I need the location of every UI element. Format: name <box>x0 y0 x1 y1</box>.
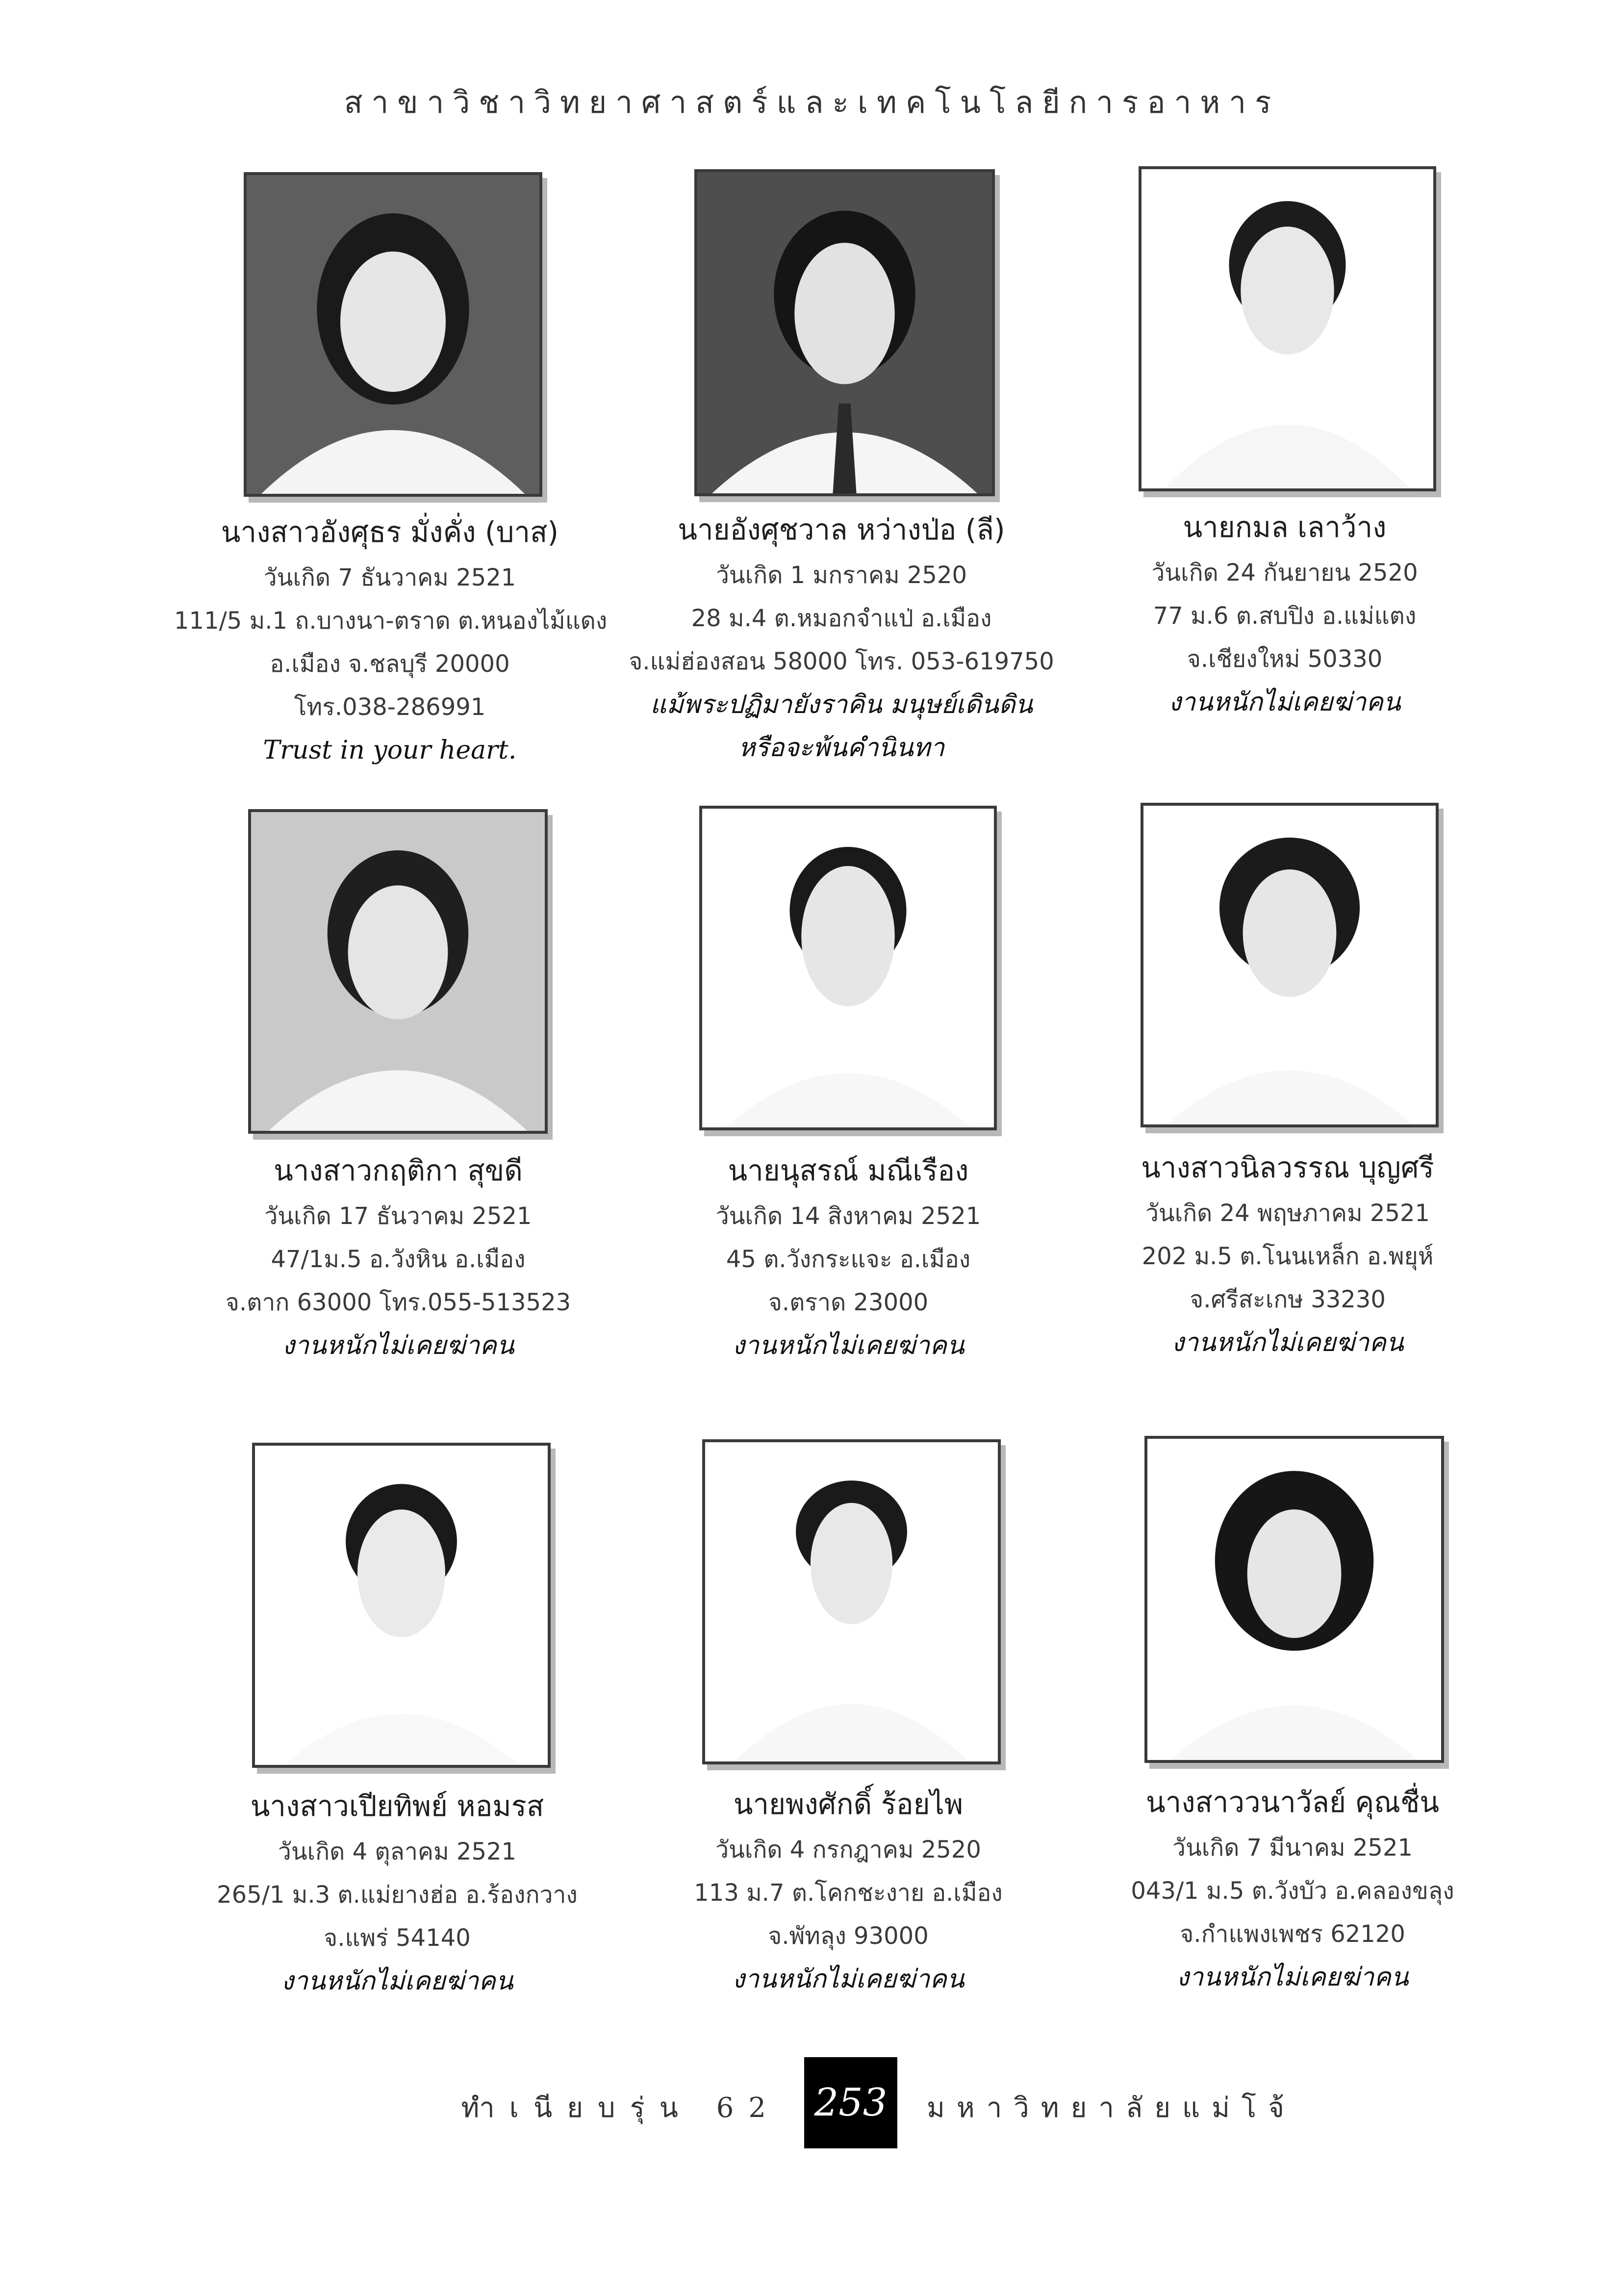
motto: งานหนักไม่เคยฆ่าคน <box>732 1331 964 1360</box>
portrait-photo-9 <box>1144 1436 1444 1763</box>
footer-yearbook-label: ทำเนียบรุ่น 62 <box>461 2092 781 2124</box>
address-line: จ.พัทลุง 93000 <box>768 1922 929 1950</box>
portrait-8-image <box>705 1442 998 1761</box>
portrait-photo-7 <box>252 1443 551 1768</box>
person-card-4 <box>182 1153 614 1367</box>
birth-date: วันเกิด 17 ธันวาคม 2521 <box>264 1202 532 1230</box>
motto: งานหนักไม่เคยฆ่าคน <box>1168 688 1401 717</box>
motto: งานหนักไม่เคยฆ่าคน <box>281 1966 513 1996</box>
page-title: สาขาวิชาวิทยาศาสตร์และเทคโนโลยีการอาหาร <box>344 84 1280 120</box>
address-line: 28 ม.4 ต.หมอกจำแป่ อ.เมือง <box>691 605 992 632</box>
person-name: นายพงศักดิ์ ร้อยไพ <box>733 1787 964 1821</box>
footer-university-label: มหาวิทยาลัยแม่โจ้ <box>927 2092 1296 2124</box>
address-line: 265/1 ม.3 ต.แม่ยางฮ่อ อ.ร้องกวาง <box>217 1881 578 1909</box>
birth-date: วันเกิด 4 กรกฎาคม 2520 <box>715 1836 981 1863</box>
person-card-2 <box>626 512 1057 769</box>
person-card-6 <box>1072 1150 1503 1364</box>
birth-date: วันเกิด 14 สิงหาคม 2521 <box>715 1202 981 1230</box>
portrait-9-image <box>1147 1439 1441 1760</box>
person-name: นางสาวนิลวรรณ บุญศรี <box>1141 1151 1434 1184</box>
address-line: จ.เชียงใหม่ 50330 <box>1187 645 1383 673</box>
address-line: จ.ตราด 23000 <box>768 1289 929 1316</box>
person-card-7 <box>181 1789 613 2003</box>
portrait-photo-5 <box>699 806 997 1130</box>
person-name: นางสาวกฤติกา สุขดี <box>274 1154 523 1187</box>
person-name: นางสาววนาวัลย์ คุณชื่น <box>1145 1785 1439 1819</box>
address-line: 47/1ม.5 อ.วังหิน อ.เมือง <box>271 1246 526 1273</box>
person-name: นางสาวเปียทิพย์ หอมรส <box>250 1789 544 1823</box>
address-line: จ.ศรีสะเกษ 33230 <box>1190 1286 1386 1313</box>
birth-date: วันเกิด 24 พฤษภาคม 2521 <box>1145 1199 1430 1227</box>
person-card-8 <box>633 1787 1064 2001</box>
portrait-2-image <box>697 172 992 493</box>
address-line: อ.เมือง จ.ชลบุรี 20000 <box>270 650 510 678</box>
portrait-photo-6 <box>1141 803 1439 1127</box>
portrait-4-image <box>251 812 545 1131</box>
address-line: 043/1 ม.5 ต.วังบัว อ.คลองขลุง <box>1131 1877 1454 1905</box>
portrait-photo-1 <box>244 172 542 497</box>
motto: แม้พระปฏิมายังราคิน มนุษย์เดินดิน <box>650 690 1033 719</box>
person-card-3 <box>1069 510 1500 724</box>
motto: งานหนักไม่เคยฆ่าคน <box>1171 1328 1404 1357</box>
address-line: จ.แม่ฮ่องสอน 58000 โทร. 053-619750 <box>629 648 1054 675</box>
address-line: 202 ม.5 ต.โนนเหล็ก อ.พยุห์ <box>1142 1243 1434 1270</box>
person-name: นายกมล เลาว้าง <box>1183 510 1387 544</box>
birth-date: วันเกิด 7 มีนาคม 2521 <box>1172 1834 1413 1862</box>
birth-date: วันเกิด 7 ธันวาคม 2521 <box>263 564 516 591</box>
address-line: 113 ม.7 ต.โคกชะงาย อ.เมือง <box>694 1879 1003 1907</box>
person-card-1 <box>174 515 606 772</box>
portrait-photo-4 <box>248 809 548 1134</box>
address-line: 45 ต.วังกระแจะ อ.เมือง <box>726 1246 971 1273</box>
address-line: 77 ม.6 ต.สบปิง อ.แม่แตง <box>1153 602 1417 630</box>
portrait-5-image <box>702 809 994 1127</box>
motto: งานหนักไม่เคยฆ่าคน <box>282 1331 514 1360</box>
address-line: จ.ตาก 63000 โทร.055-513523 <box>225 1289 571 1316</box>
birth-date: วันเกิด 1 มกราคม 2520 <box>715 561 967 589</box>
portrait-6-image <box>1143 806 1436 1124</box>
portrait-photo-8 <box>702 1439 1001 1764</box>
portrait-7-image <box>255 1446 548 1765</box>
person-name: นายอังศุชวาล หว่างป่อ (ลี) <box>678 513 1005 546</box>
address-line: 111/5 ม.1 ถ.บางนา-ตราด ต.หนองไม้แดง <box>174 607 608 635</box>
motto: งานหนักไม่เคยฆ่าคน <box>732 1964 964 1994</box>
page-number: 253 <box>804 2057 897 2148</box>
motto: หรือจะพ้นคำนินทา <box>738 733 945 763</box>
person-name: นางสาวอังศุธร มั่งคั่ง (บาส) <box>221 515 559 549</box>
birth-date: วันเกิด 4 ตุลาคม 2521 <box>278 1838 517 1865</box>
motto: Trust in your heart. <box>263 736 517 765</box>
address-line: จ.กำแพงเพชร 62120 <box>1180 1920 1405 1948</box>
person-card-5 <box>633 1153 1064 1367</box>
person-card-9 <box>1077 1785 1508 1999</box>
portrait-photo-2 <box>694 169 995 496</box>
address-line: จ.แพร่ 54140 <box>324 1924 471 1952</box>
portrait-photo-3 <box>1139 166 1436 491</box>
portrait-1-image <box>247 175 539 494</box>
motto: งานหนักไม่เคยฆ่าคน <box>1176 1963 1409 1992</box>
page-footer <box>0 2057 1624 2150</box>
person-name: นายนุสรณ์ มณีเรือง <box>728 1154 969 1187</box>
birth-date: วันเกิด 24 กันยายน 2520 <box>1151 559 1418 586</box>
portrait-3-image <box>1142 169 1433 488</box>
phone-line: โทร.038-286991 <box>294 693 486 721</box>
